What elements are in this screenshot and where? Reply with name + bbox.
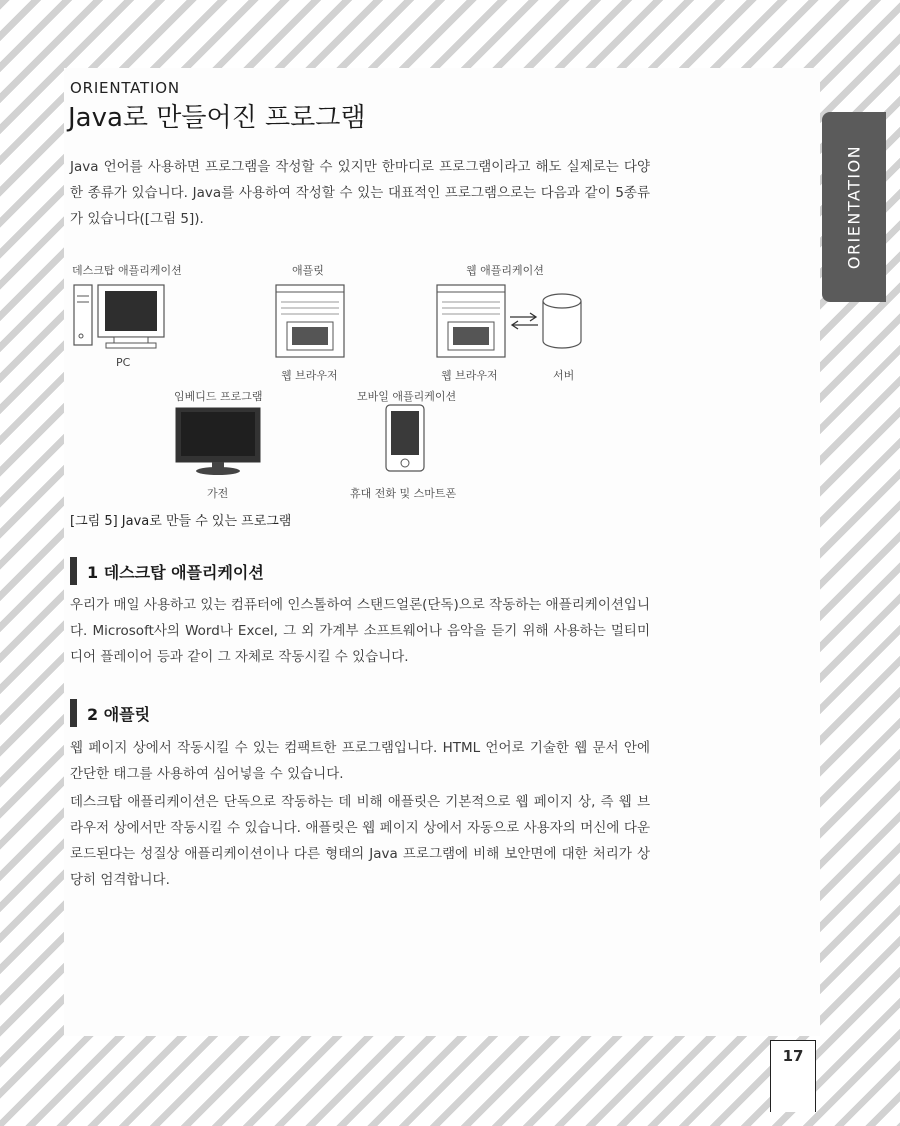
applet-browser-label: 웹 브라우저: [281, 369, 338, 382]
webapp-browser-icon: [436, 284, 506, 358]
heading-bar: [70, 557, 77, 585]
side-tab: [822, 112, 886, 302]
applet-label: 애플릿: [292, 264, 324, 277]
section-heading-text: 2 애플릿: [87, 704, 151, 724]
section-heading-applet: [70, 699, 150, 727]
desktop-app-label: 데스크탑 애플리케이션: [72, 264, 182, 277]
heading-bar: [70, 699, 77, 727]
server-label: 서버: [553, 369, 575, 382]
webapp-browser-label: 웹 브라우저: [441, 369, 498, 382]
chapter-eyebrow: ORIENTATION: [70, 79, 180, 97]
pc-icon: [70, 282, 170, 352]
smartphone-icon: [385, 404, 425, 472]
tv-icon: [174, 406, 262, 478]
appliance-label: 가전: [207, 487, 229, 500]
figure-caption: [그림 5] Java로 만들 수 있는 프로그램: [70, 514, 292, 529]
section-heading-desktop: [70, 557, 264, 585]
pc-label: PC: [116, 356, 131, 369]
section-paragraph: 웹 페이지 상에서 작동시킬 수 있는 컴팩트한 프로그램입니다. HTML 언어로 기술한 웹 문서 안에 간단한 태그를 사용하여 심어넣을 수 있습니다.: [70, 740, 650, 782]
applet-browser-icon: [275, 284, 345, 358]
phone-label: 휴대 전화 및 스마트폰: [350, 487, 457, 500]
section-paragraph: 우리가 매일 사용하고 있는 컴퓨터에 인스톨하여 스탠드얼론(단독)으로 작동하는 애플리케이션입니다. Microsoft사의 Word나 Excel, 그 외 가계부 소프트웨어나 음악을 듣기 위해 사용하는 멀티미디어 플레이어 등과 같이 그 자체로 작동시킬 수 있습니다.: [70, 597, 650, 665]
server-icon: [541, 292, 583, 350]
exchange-arrows-icon: [508, 310, 540, 332]
section-paragraph: 데스크탑 애플리케이션은 단독으로 작동하는 데 비해 애플릿은 기본적으로 웹 페이지 상, 즉 웹 브라우저 상에서만 작동시킬 수 있습니다. 애플릿은 웹 페이지 상에서 자동으로 사용자의 머신에 다운로드된다는 성질상 애플리케이션이나 다른 형태의 Java 프로그램에 비해 보안면에 대한 처리가 상당히 엄격합니다.: [70, 794, 650, 888]
page-title: Java로 만들어진 프로그램: [68, 103, 366, 133]
section-heading-text: 1 데스크탑 애플리케이션: [87, 562, 264, 582]
intro-paragraph: Java 언어를 사용하면 프로그램을 작성할 수 있지만 한마디로 프로그램이라고 해도 실제로는 다양한 종류가 있습니다. Java를 사용하여 작성할 수 있는 대표적인 프로그램으로는 다음과 같이 5종류가 있습니다([그림 5]).: [70, 159, 650, 227]
side-tab-label: ORIENTATION: [844, 144, 864, 270]
page-number: 17: [770, 1040, 816, 1112]
mobile-app-label: 모바일 애플리케이션: [357, 390, 457, 403]
web-app-label: 웹 애플리케이션: [466, 264, 544, 277]
embedded-label: 임베디드 프로그램: [174, 390, 263, 403]
